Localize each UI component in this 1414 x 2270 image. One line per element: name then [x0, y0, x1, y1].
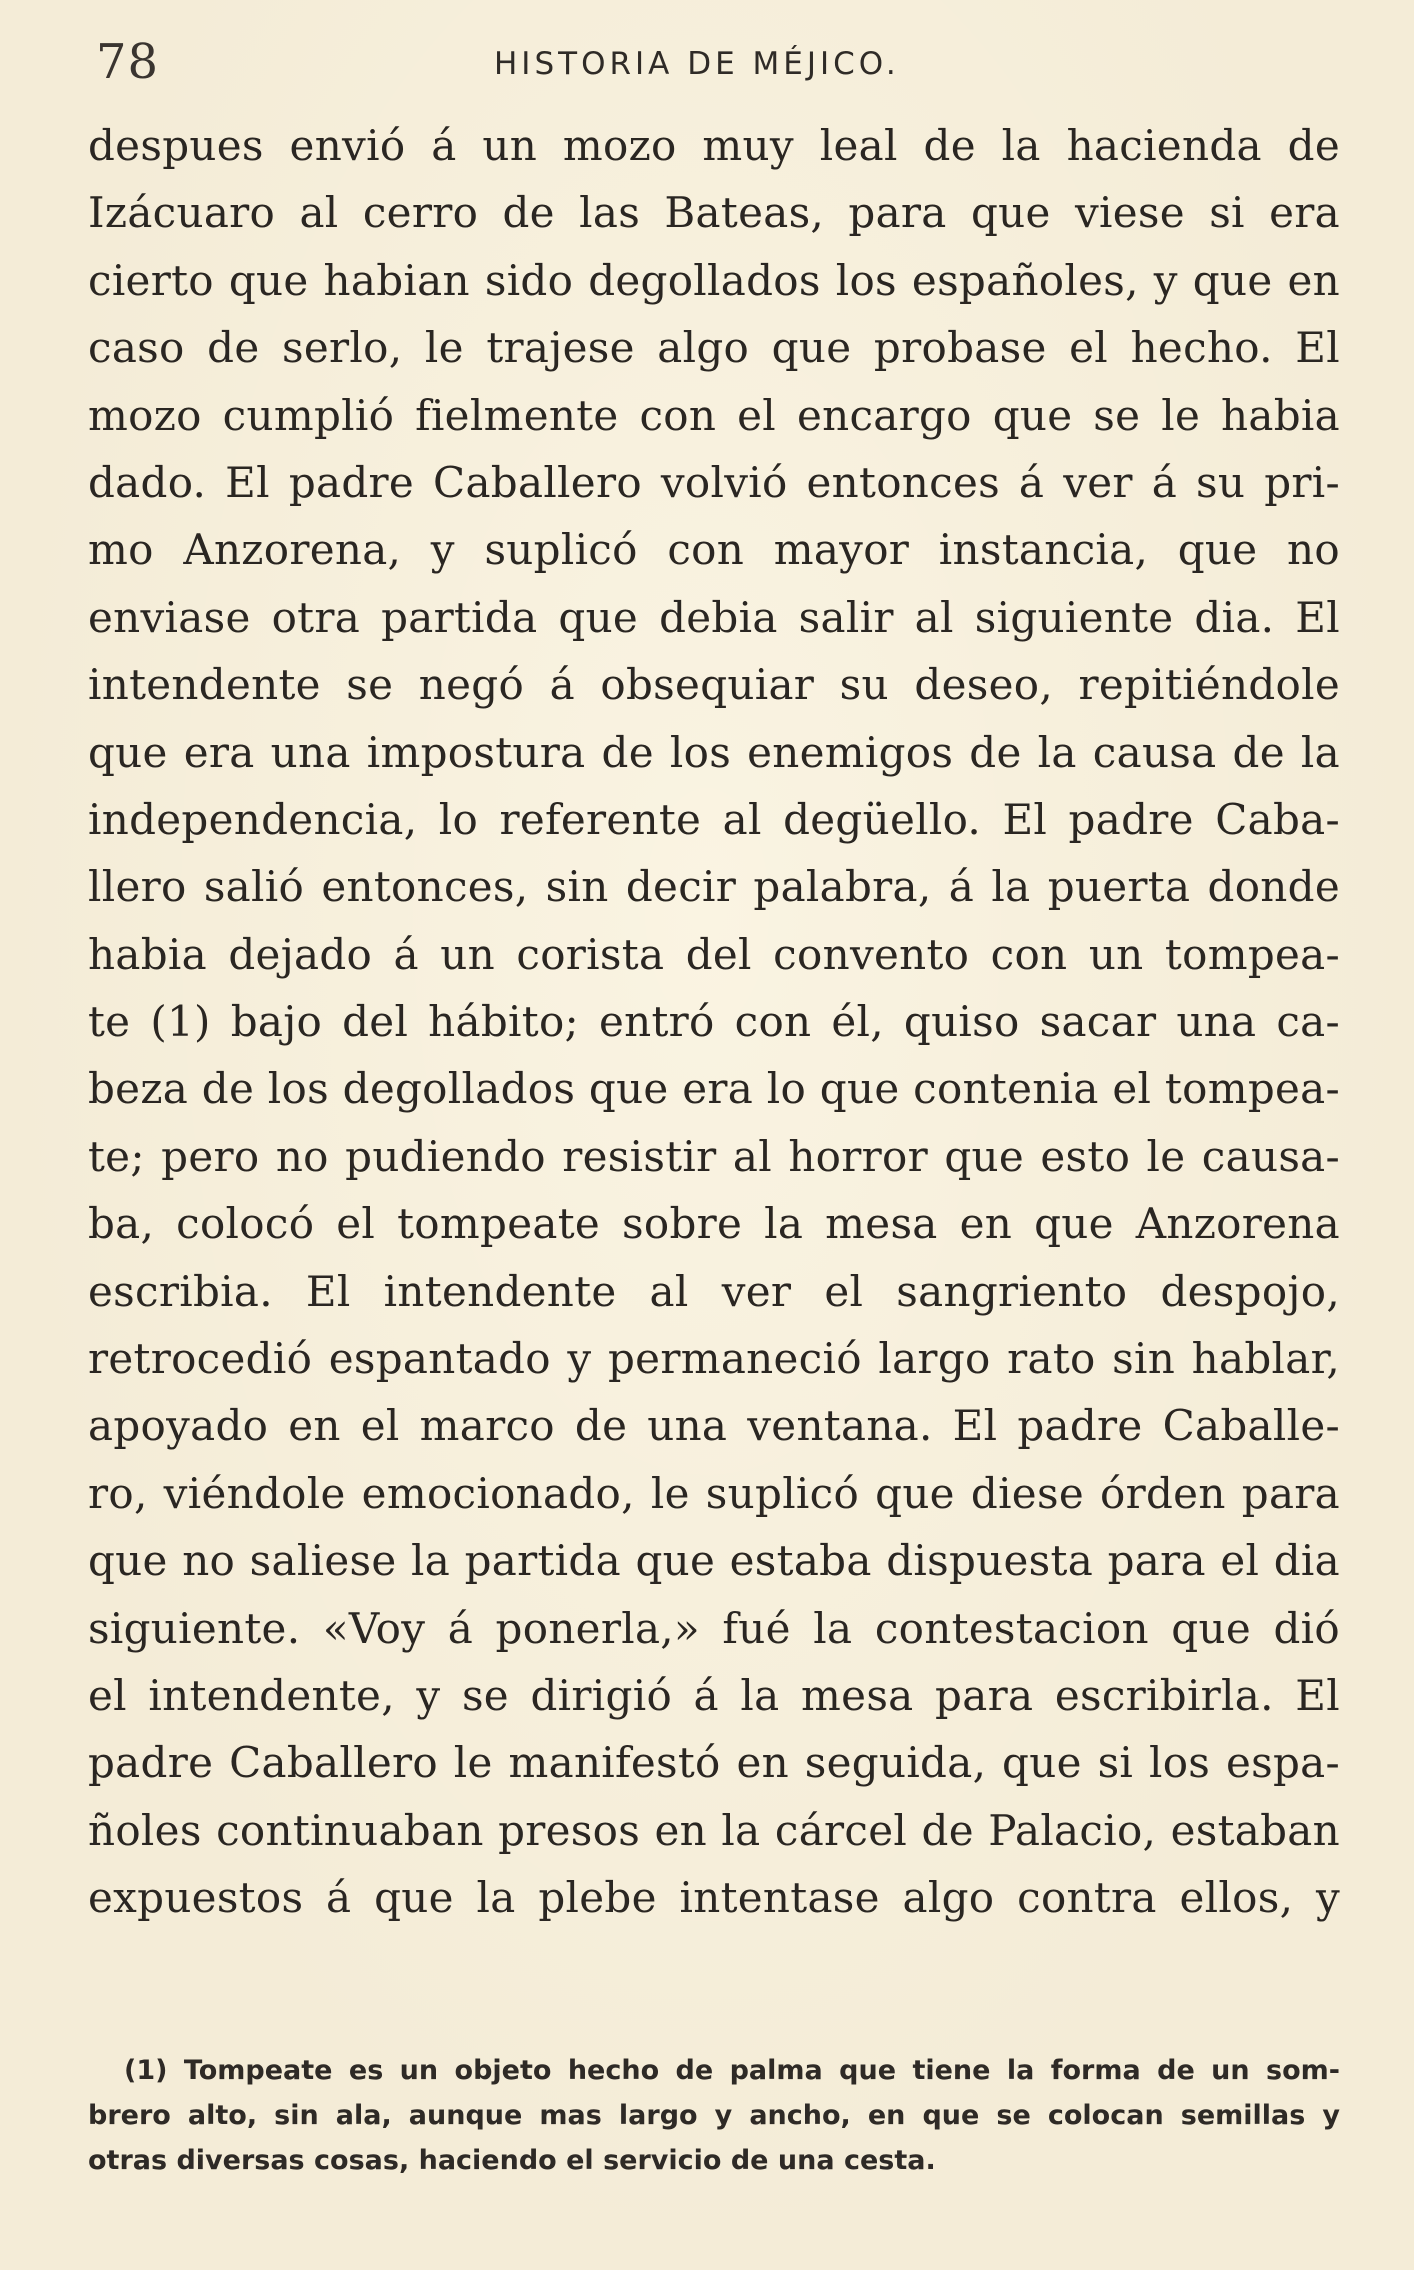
text-line: retrocedió espantado y permaneció largo rato sin hablar, — [88, 1334, 1340, 1384]
text-line: ba, colocó el tompeate sobre la mesa en que Anzorena — [88, 1199, 1340, 1249]
text-line: dado. El padre Caballero volvió entonces á ver á su pri- — [88, 457, 1340, 507]
body-text — [88, 112, 1340, 1932]
text-line: mo Anzorena, y suplicó con mayor instancia, que no — [88, 525, 1340, 575]
text-line: despues envió á un mozo muy leal de la hacienda de — [88, 121, 1340, 170]
text-line: enviase otra partida que debia salir al siguiente dia. El — [88, 592, 1340, 642]
text-line: beza de los degollados que era lo que contenia el tompea- — [88, 1064, 1340, 1114]
text-line: te (1) bajo del hábito; entró con él, quiso sacar una ca- — [88, 997, 1340, 1047]
footnote-line: brero alto, sin ala, aunque mas largo y ancho, en que se colocan semillas y — [88, 2100, 1340, 2131]
text-line: mozo cumplió fielmente con el encargo que se le habia — [88, 390, 1340, 440]
text-line: que era una impostura de los enemigos de la causa de la — [88, 727, 1340, 777]
text-line: caso de serlo, le trajese algo que probase el hecho. El — [88, 323, 1340, 373]
text-line: llero salió entonces, sin decir palabra, á la puerta donde — [88, 862, 1340, 912]
text-line: padre Caballero le manifestó en seguida, que si los espa- — [88, 1738, 1340, 1788]
text-line: apoyado en el marco de una ventana. El padre Caballe- — [88, 1401, 1340, 1451]
text-line: escribia. El intendente al ver el sangriento despojo, — [88, 1266, 1340, 1316]
text-line: el intendente, y se dirigió á la mesa para escribirla. El — [88, 1670, 1340, 1720]
text-line: siguiente. «Voy á ponerla,» fué la contestacion que dió — [88, 1603, 1340, 1653]
text-line: te; pero no pudiendo resistir al horror que esto le causa- — [88, 1131, 1340, 1181]
footnote-line: (1) Tompeate es un objeto hecho de palma que tiene la forma de un som- — [124, 2055, 1340, 2086]
footnote — [88, 2048, 1340, 2183]
running-title: HISTORIA DE MÉJICO. — [494, 46, 900, 82]
text-line: expuestos á que la plebe intentase algo contra ellos, y — [88, 1873, 1340, 1923]
page-number: 78 — [96, 34, 160, 90]
text-line: cierto que habian sido degollados los españoles, y que en — [88, 255, 1340, 305]
text-line: intendente se negó á obsequiar su deseo, repitiéndole — [88, 660, 1340, 710]
text-line: independencia, lo referente al degüello. El padre Caba- — [88, 794, 1340, 844]
footnote-line: otras diversas cosas, haciendo el servicio de una cesta. — [88, 2145, 936, 2176]
text-line: habia dejado á un corista del convento con un tompea- — [88, 929, 1340, 979]
text-line: ro, viéndole emocionado, le suplicó que diese órden para — [88, 1468, 1340, 1518]
text-line: Izácuaro al cerro de las Bateas, para que viese si era — [88, 188, 1340, 238]
text-line: que no saliese la partida que estaba dispuesta para el dia — [88, 1536, 1340, 1586]
page-header — [88, 34, 1358, 94]
text-line: ñoles continuaban presos en la cárcel de Palacio, estaban — [88, 1805, 1340, 1855]
